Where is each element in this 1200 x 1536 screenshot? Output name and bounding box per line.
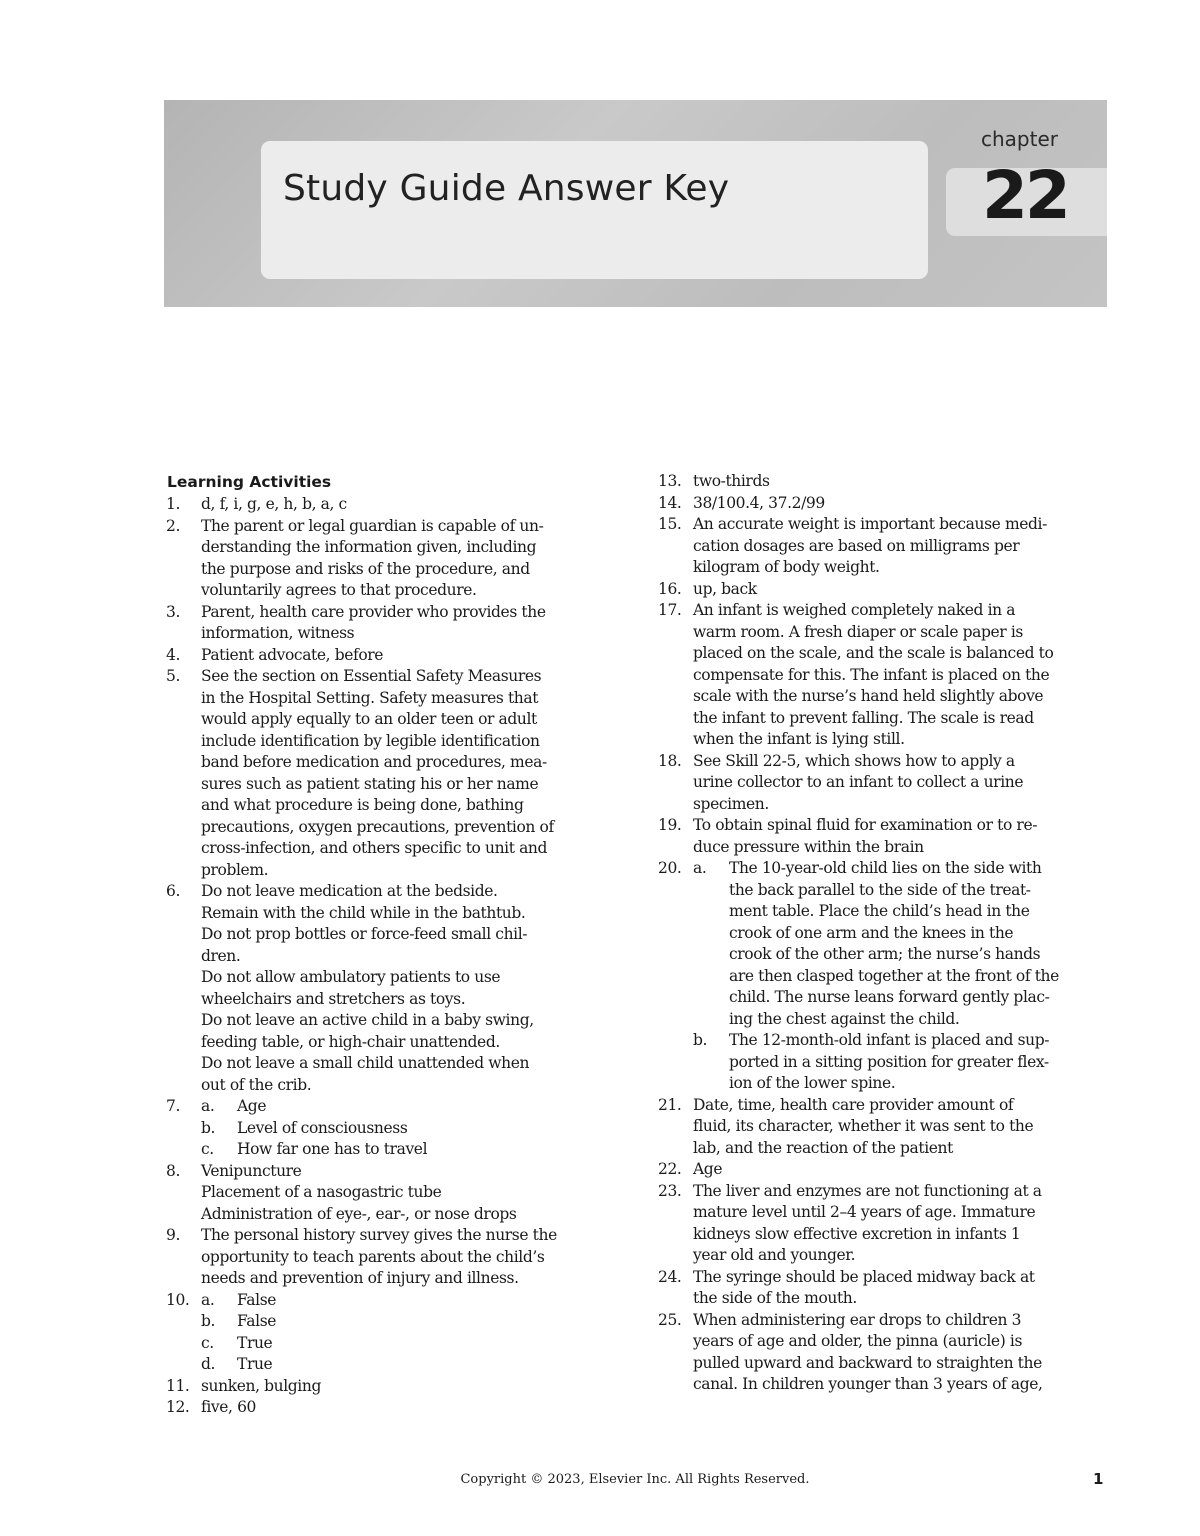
answer-number: 10.: [166, 1290, 190, 1309]
answer-line: When administering ear drops to children 3: [693, 1310, 1022, 1329]
answer-line: Parent, health care provider who provides the: [201, 602, 546, 621]
answer-number: 23.: [658, 1181, 682, 1200]
answer-line: False: [237, 1290, 277, 1309]
answer-line: Do not leave an active child in a baby swing,: [201, 1011, 534, 1029]
answer-text: [201, 1225, 616, 1290]
answer-text: [201, 1376, 616, 1398]
answer-line: False: [237, 1312, 277, 1330]
answer-text: [693, 600, 1108, 751]
answer-line: To obtain spinal fluid for examination or to re-: [693, 816, 1038, 834]
answer-text: [201, 1397, 616, 1419]
answer-number: 25.: [658, 1310, 682, 1329]
answer-item: [166, 645, 616, 667]
sub-answer-letter: a.: [201, 1097, 215, 1115]
answer-text: [201, 1096, 616, 1161]
sub-answer-letter: b.: [201, 1312, 216, 1330]
answer-list-right: [658, 471, 1108, 1396]
answer-item: [166, 1225, 616, 1290]
answer-line: are then clasped together at the front of the: [729, 966, 1059, 985]
answer-line: the back parallel to the side of the treat-: [729, 880, 1031, 899]
answer-line: years of age and older, the pinna (auricle) is: [693, 1332, 1022, 1350]
answer-number: 15.: [658, 515, 682, 533]
answer-line: ion of the lower spine.: [729, 1074, 896, 1092]
answer-line: sunken, bulging: [201, 1376, 321, 1395]
answer-line: Patient advocate, before: [201, 645, 384, 664]
answer-line: Remain with the child while in the bathtub.: [201, 903, 526, 922]
answer-text: [693, 815, 1108, 858]
answer-line: fluid, its character, whether it was sent to the: [693, 1117, 1034, 1135]
sub-answer-letter: a.: [201, 1290, 215, 1309]
answer-number: 12.: [166, 1398, 190, 1416]
answer-list-left: [166, 494, 616, 1419]
answer-text: [693, 471, 1108, 493]
answer-number: 13.: [658, 472, 682, 490]
page-title: Study Guide Answer Key: [283, 168, 730, 209]
answer-number: 1.: [166, 495, 180, 513]
answer-line: the infant to prevent falling. The scale is read: [693, 708, 1034, 727]
page-number: 1: [1093, 1470, 1104, 1488]
answer-line: wheelchairs and stretchers as toys.: [201, 989, 466, 1008]
section-heading: Learning Activities: [167, 473, 332, 491]
answer-item: [658, 1181, 1108, 1267]
copyright-footer: Copyright © 2023, Elsevier Inc. All Rights Reserved.: [460, 1472, 810, 1487]
answer-line: ing the chest against the child.: [729, 1009, 960, 1028]
answer-line: pulled upward and backward to straighten the: [693, 1353, 1042, 1372]
answer-line: duce pressure within the brain: [693, 837, 924, 856]
answer-line: Age: [237, 1097, 267, 1115]
answer-item: [658, 579, 1108, 601]
answer-line: problem.: [201, 860, 269, 879]
answer-text: [693, 514, 1108, 579]
answer-number: 24.: [658, 1267, 682, 1286]
answer-line: five, 60: [201, 1398, 257, 1416]
answer-text: [201, 881, 616, 1096]
sub-answer: [201, 1333, 616, 1355]
answer-text: [201, 645, 616, 667]
answer-number: 2.: [166, 516, 180, 535]
answer-number: 8.: [166, 1161, 180, 1180]
answer-item: [166, 1376, 616, 1398]
answer-text: [693, 1159, 1108, 1181]
answer-line: Administration of eye-, ear-, or nose drops: [201, 1204, 517, 1223]
answer-line: sures such as patient stating his or her name: [201, 774, 539, 793]
answer-line: up, back: [693, 579, 757, 598]
answer-line: ported in a sitting position for greater flex-: [729, 1052, 1049, 1071]
answer-item: [658, 751, 1108, 816]
answer-line: Level of consciousness: [237, 1118, 408, 1137]
sub-answer-text: [237, 1354, 616, 1376]
sub-answer-text: [729, 858, 1108, 1030]
answer-item: [166, 1096, 616, 1161]
left-column: [166, 471, 616, 1419]
answer-text: [693, 579, 1108, 601]
answer-line: two-thirds: [693, 472, 770, 490]
answer-number: 9.: [166, 1226, 180, 1244]
answer-text: [201, 516, 616, 602]
answer-line: when the infant is lying still.: [693, 730, 905, 748]
answer-text: [693, 1267, 1108, 1310]
answer-line: The 10-year-old child lies on the side with: [729, 859, 1042, 877]
answer-text: [201, 666, 616, 881]
answer-line: the side of the mouth.: [693, 1289, 857, 1307]
answer-line: The 12-month-old infant is placed and sup-: [729, 1031, 1050, 1049]
answer-line: kilogram of body weight.: [693, 558, 880, 576]
answer-line: dren.: [201, 946, 241, 965]
answer-item: [166, 516, 616, 602]
answer-line: lab, and the reaction of the patient: [693, 1138, 953, 1157]
answer-line: See Skill 22-5, which shows how to apply a: [693, 751, 1015, 770]
answer-item: [166, 602, 616, 645]
answer-line: cation dosages are based on milligrams per: [693, 536, 1020, 555]
answer-line: An accurate weight is important because medi-: [693, 515, 1047, 533]
answer-item: [166, 1397, 616, 1419]
sub-answer: [201, 1096, 616, 1118]
answer-number: 6.: [166, 882, 180, 900]
answer-number: 21.: [658, 1095, 682, 1114]
sub-answer-letter: b.: [201, 1118, 216, 1137]
answer-line: band before medication and procedures, mea-: [201, 753, 547, 771]
answer-text: [693, 858, 1108, 1095]
answer-line: opportunity to teach parents about the child’s: [201, 1247, 545, 1266]
answer-item: [658, 493, 1108, 515]
answer-text: [693, 751, 1108, 816]
answer-line: How far one has to travel: [237, 1140, 428, 1158]
answer-line: The parent or legal guardian is capable of un-: [201, 516, 544, 535]
answer-line: Do not leave a small child unattended when: [201, 1054, 530, 1072]
answer-line: The syringe should be placed midway back at: [693, 1267, 1035, 1286]
answer-item: [166, 494, 616, 516]
answer-number: 16.: [658, 579, 682, 598]
answer-line: in the Hospital Setting. Safety measures that: [201, 688, 539, 707]
sub-answer-text: [237, 1311, 616, 1333]
sub-answer-text: [237, 1118, 616, 1140]
sub-answer: [201, 1139, 616, 1161]
answer-line: include identification by legible identification: [201, 731, 540, 750]
answer-line: The liver and enzymes are not functioning at a: [693, 1181, 1042, 1200]
answer-item: [658, 471, 1108, 493]
answer-line: year old and younger.: [693, 1246, 856, 1264]
answer-line: Do not prop bottles or force-feed small chil-: [201, 925, 528, 943]
answer-line: Venipuncture: [201, 1161, 302, 1180]
right-column: [658, 471, 1108, 1396]
answer-line: information, witness: [201, 624, 355, 642]
sub-answer: [201, 1354, 616, 1376]
answer-item: [658, 858, 1108, 1095]
answer-line: voluntarily agrees to that procedure.: [201, 581, 477, 599]
sub-answer: [693, 1030, 1108, 1095]
sub-answer-letter: c.: [201, 1333, 214, 1352]
answer-number: 18.: [658, 751, 682, 770]
answer-line: would apply equally to an older teen or adult: [201, 710, 537, 728]
answer-item: [658, 514, 1108, 579]
answer-item: [658, 815, 1108, 858]
answer-line: crook of one arm and the knees in the: [729, 923, 1014, 942]
answer-line: compensate for this. The infant is placed on the: [693, 665, 1050, 684]
answer-item: [166, 666, 616, 881]
answer-line: Date, time, health care provider amount of: [693, 1095, 1014, 1114]
answer-text: [201, 1290, 616, 1376]
chapter-number: 22: [982, 157, 1068, 234]
answer-number: 11.: [166, 1376, 190, 1395]
answer-number: 17.: [658, 601, 682, 619]
answer-line: 38/100.4, 37.2/99: [693, 493, 825, 512]
answer-item: [166, 881, 616, 1096]
answer-number: 20.: [658, 859, 682, 877]
answer-line: See the section on Essential Safety Measures: [201, 667, 542, 685]
sub-answer: [693, 858, 1108, 1030]
answer-line: Do not allow ambulatory patients to use: [201, 968, 501, 986]
answer-text: [693, 493, 1108, 515]
answer-line: canal. In children younger than 3 years of age,: [693, 1375, 1043, 1393]
answer-line: Age: [693, 1160, 723, 1178]
answer-line: derstanding the information given, including: [201, 538, 537, 556]
answer-line: An infant is weighed completely naked in a: [693, 601, 1016, 619]
answer-number: 19.: [658, 816, 682, 834]
sub-answer-text: [237, 1139, 616, 1161]
chapter-label: chapter: [981, 127, 1058, 151]
answer-number: 4.: [166, 645, 180, 664]
answer-line: True: [237, 1333, 273, 1352]
answer-line: True: [237, 1355, 273, 1373]
answer-line: placed on the scale, and the scale is balanced to: [693, 644, 1054, 662]
sub-answer-text: [237, 1290, 616, 1312]
answer-line: kidneys slow effective excretion in infants 1: [693, 1224, 1021, 1243]
answer-text: [201, 494, 616, 516]
sub-answer: [201, 1290, 616, 1312]
answer-line: mature level until 2–4 years of age. Immature: [693, 1203, 1036, 1221]
answer-line: precautions, oxygen precautions, prevention of: [201, 817, 554, 836]
title-box: [261, 141, 928, 279]
answer-number: 22.: [658, 1160, 682, 1178]
answer-line: d, f, i, g, e, h, b, a, c: [201, 495, 347, 513]
answer-line: Do not leave medication at the bedside.: [201, 882, 498, 900]
answer-line: urine collector to an infant to collect a urine: [693, 773, 1024, 791]
answer-line: The personal history survey gives the nurse the: [201, 1226, 557, 1244]
answer-text: [201, 1161, 616, 1226]
sub-answer-letter: a.: [693, 859, 707, 877]
answer-item: [166, 1290, 616, 1376]
answer-line: and what procedure is being done, bathing: [201, 796, 524, 814]
answer-text: [693, 1095, 1108, 1160]
answer-line: ment table. Place the child’s head in the: [729, 902, 1030, 920]
answer-line: warm room. A fresh diaper or scale paper is: [693, 622, 1023, 641]
sub-answer-text: [729, 1030, 1108, 1095]
answer-text: [693, 1310, 1108, 1396]
sub-answer-letter: d.: [201, 1355, 216, 1373]
answer-line: scale with the nurse’s hand held slightly above: [693, 687, 1044, 705]
sub-answer: [201, 1311, 616, 1333]
answer-item: [658, 1095, 1108, 1160]
answer-line: the purpose and risks of the procedure, and: [201, 559, 530, 578]
answer-number: 7.: [166, 1097, 180, 1115]
answer-line: crook of the other arm; the nurse’s hands: [729, 945, 1041, 963]
answer-line: specimen.: [693, 794, 769, 813]
answer-line: out of the crib.: [201, 1075, 312, 1094]
answer-text: [201, 602, 616, 645]
sub-answer-text: [237, 1096, 616, 1118]
answer-line: Placement of a nasogastric tube: [201, 1183, 442, 1201]
sub-answer: [201, 1118, 616, 1140]
answer-item: [658, 600, 1108, 751]
answer-line: cross-infection, and others specific to unit and: [201, 839, 548, 857]
answer-item: [166, 1161, 616, 1226]
answer-item: [658, 1310, 1108, 1396]
answer-line: needs and prevention of injury and illness.: [201, 1269, 519, 1287]
answer-item: [658, 1159, 1108, 1181]
sub-answer-text: [237, 1333, 616, 1355]
answer-text: [693, 1181, 1108, 1267]
answer-number: 14.: [658, 493, 682, 512]
answer-line: child. The nurse leans forward gently plac-: [729, 988, 1050, 1006]
sub-answer-letter: b.: [693, 1031, 708, 1049]
answer-item: [658, 1267, 1108, 1310]
answer-number: 3.: [166, 602, 180, 621]
sub-answer-letter: c.: [201, 1140, 214, 1158]
answer-line: feeding table, or high-chair unattended.: [201, 1032, 500, 1051]
answer-number: 5.: [166, 667, 180, 685]
